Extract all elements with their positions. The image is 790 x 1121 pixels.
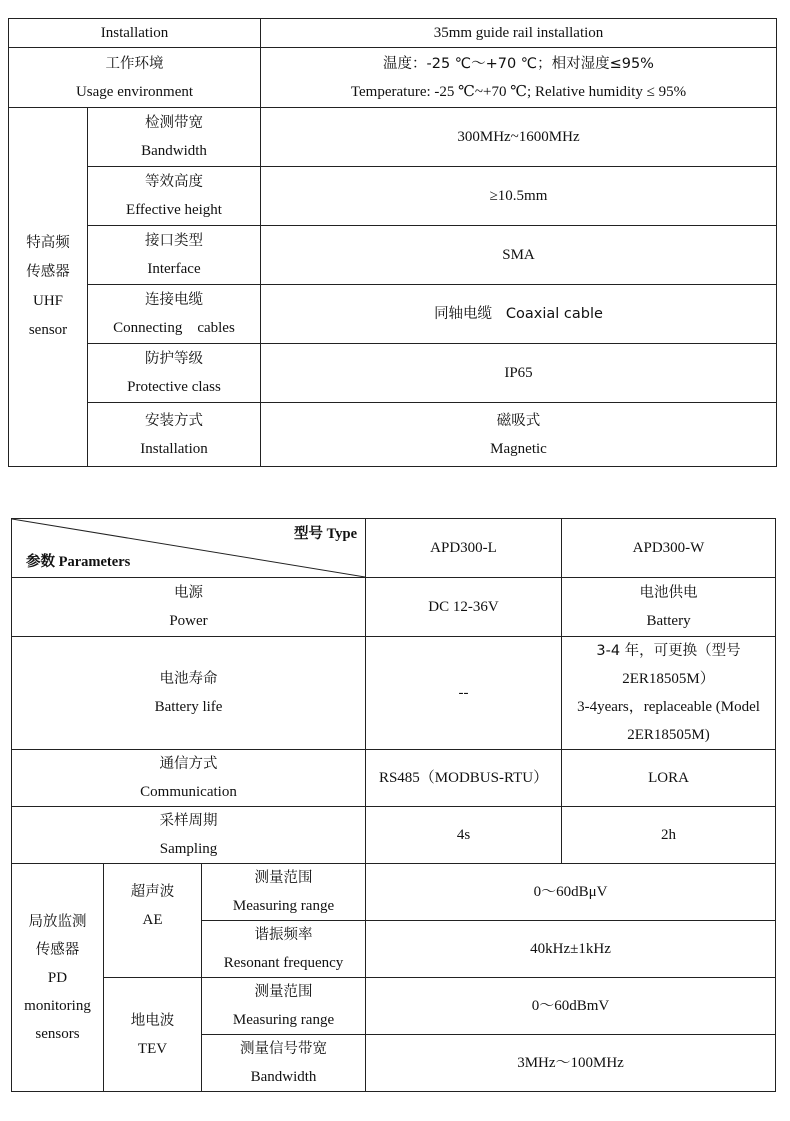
param-label	[88, 226, 261, 285]
ae-label-en: AE	[142, 912, 163, 928]
param-label-en: Protective class	[127, 379, 221, 395]
param-label-en: Measuring range	[232, 1012, 335, 1028]
param-label	[88, 403, 261, 467]
param-label-cn: 测量范围	[254, 870, 313, 886]
battery-life-w-line: 2ER18505M)	[627, 727, 710, 743]
sampling-label	[12, 807, 366, 864]
environment-label-en: Usage environment	[75, 83, 194, 100]
sampling-label-en: Sampling	[159, 841, 218, 857]
battery-life-l: --	[366, 637, 562, 750]
param-value: 同轴电缆 Coaxial cable	[261, 285, 777, 344]
tev-label	[104, 978, 202, 1092]
tev-label-en: TEV	[137, 1040, 168, 1057]
diagonal-header-cell	[12, 519, 366, 578]
uhf-label-en-2: sensor	[28, 322, 68, 338]
model-l-header: APD300-L	[366, 519, 562, 578]
param-label-cn: 测量范围	[254, 984, 313, 1000]
communication-label-en: Communication	[140, 784, 237, 800]
param-label-en: Bandwidth	[250, 1069, 317, 1085]
type-label: 型号 Type	[294, 526, 358, 542]
param-label	[88, 108, 261, 167]
param-value: 40kHz±1kHz	[366, 921, 776, 978]
uhf-label-cn-1: 特高频	[26, 235, 70, 251]
param-value: 0～60dBμV	[366, 864, 776, 921]
param-value-cn: 磁吸式	[496, 412, 541, 429]
param-label-cn: 防护等级	[145, 351, 203, 367]
param-label-en: Effective height	[126, 202, 222, 218]
param-label-en: Installation	[140, 440, 208, 457]
param-label	[88, 344, 261, 403]
param-value: SMA	[261, 226, 777, 285]
uhf-row-protective-class	[9, 344, 777, 403]
battery-life-label	[12, 637, 366, 750]
installation-value: 35mm guide rail installation	[261, 19, 777, 48]
sampling-w: 2h	[562, 807, 776, 864]
uhf-group-label	[9, 108, 88, 467]
param-label	[202, 978, 366, 1035]
param-label-en: Connecting cables	[113, 320, 235, 336]
battery-life-label-en: Battery life	[154, 699, 223, 715]
battery-life-label-cn: 电池寿命	[159, 671, 218, 687]
power-label	[12, 578, 366, 637]
power-w-en: Battery	[646, 613, 691, 629]
power-row	[12, 578, 776, 637]
param-value: 0～60dBmV	[366, 978, 776, 1035]
uhf-label-cn-2: 传感器	[26, 264, 70, 280]
param-label	[88, 285, 261, 344]
param-label-cn: 安装方式	[145, 412, 203, 429]
param-value-en: Magnetic	[490, 440, 547, 457]
parameters-label: 参数 Parameters	[26, 554, 131, 570]
power-l: DC 12-36V	[366, 578, 562, 637]
uhf-row-interface	[9, 226, 777, 285]
param-label-en: Resonant frequency	[223, 955, 344, 971]
model-table	[11, 518, 776, 1092]
sampling-row	[12, 807, 776, 864]
environment-row	[9, 48, 777, 108]
ae-label	[104, 864, 202, 978]
param-label-cn: 等效高度	[145, 174, 203, 190]
battery-life-w-line: 3-4years，replaceable (Model	[577, 699, 760, 715]
communication-label	[12, 750, 366, 807]
environment-value	[261, 48, 777, 108]
communication-l: RS485（MODBUS-RTU）	[366, 750, 562, 807]
pd-label-line: monitoring	[24, 997, 91, 1014]
installation-label: Installation	[9, 19, 261, 48]
ae-row-range	[12, 864, 776, 921]
model-w-header: APD300-W	[562, 519, 776, 578]
param-label-cn: 测量信号带宽	[240, 1041, 327, 1057]
param-value: ≥10.5mm	[261, 167, 777, 226]
uhf-label-en-1: UHF	[32, 293, 63, 309]
param-label-cn: 连接电缆	[145, 292, 203, 308]
param-label-en: Measuring range	[232, 898, 335, 914]
sampling-l: 4s	[366, 807, 562, 864]
battery-life-w-line: 2ER18505M）	[622, 671, 715, 687]
power-label-cn: 电源	[174, 585, 203, 601]
param-label	[202, 864, 366, 921]
param-label-en: Interface	[147, 261, 201, 277]
param-value: 3MHz～100MHz	[366, 1035, 776, 1092]
param-label	[202, 921, 366, 978]
param-label	[88, 167, 261, 226]
ae-label-cn: 超声波	[130, 884, 175, 900]
param-label-en: Bandwidth	[141, 143, 207, 159]
power-w-cn: 电池供电	[639, 585, 698, 601]
power-w	[562, 578, 776, 637]
sampling-label-cn: 采样周期	[159, 813, 218, 829]
uhf-row-cables	[9, 285, 777, 344]
battery-life-row	[12, 637, 776, 750]
param-value: 300MHz~1600MHz	[261, 108, 777, 167]
power-label-en: Power	[169, 613, 208, 629]
tev-row-range	[12, 978, 776, 1035]
battery-life-w	[562, 637, 776, 750]
param-label-cn: 谐振频率	[254, 927, 313, 943]
environment-label-cn: 工作环境	[105, 55, 164, 72]
communication-w: LORA	[562, 750, 776, 807]
uhf-row-installation	[9, 403, 777, 467]
battery-life-w-line: 3-4 年，可更换（型号	[596, 643, 741, 659]
param-label-cn: 检测带宽	[145, 115, 203, 131]
spec-table	[8, 18, 777, 467]
communication-label-cn: 通信方式	[159, 756, 218, 772]
pd-label-line: sensors	[35, 1025, 80, 1042]
param-value	[261, 403, 777, 467]
param-value: IP65	[261, 344, 777, 403]
pd-group-label	[12, 864, 104, 1092]
tev-label-cn: 地电波	[130, 1012, 175, 1029]
environment-value-en: Temperature: -25 ℃~+70 ℃; Relative humidity ≤ 95%	[350, 83, 687, 100]
environment-value-cn: 温度：-25 ℃～+70 ℃；相对湿度≤95%	[383, 55, 654, 72]
installation-row	[9, 19, 777, 48]
communication-row	[12, 750, 776, 807]
uhf-row-bandwidth	[9, 108, 777, 167]
param-label	[202, 1035, 366, 1092]
pd-label-line: PD	[47, 969, 68, 986]
environment-label	[9, 48, 261, 108]
pd-label-line: 局放监测	[28, 913, 87, 930]
uhf-row-effective-height	[9, 167, 777, 226]
param-label-cn: 接口类型	[145, 233, 203, 249]
pd-label-line: 传感器	[35, 941, 80, 958]
header-row	[12, 519, 776, 578]
